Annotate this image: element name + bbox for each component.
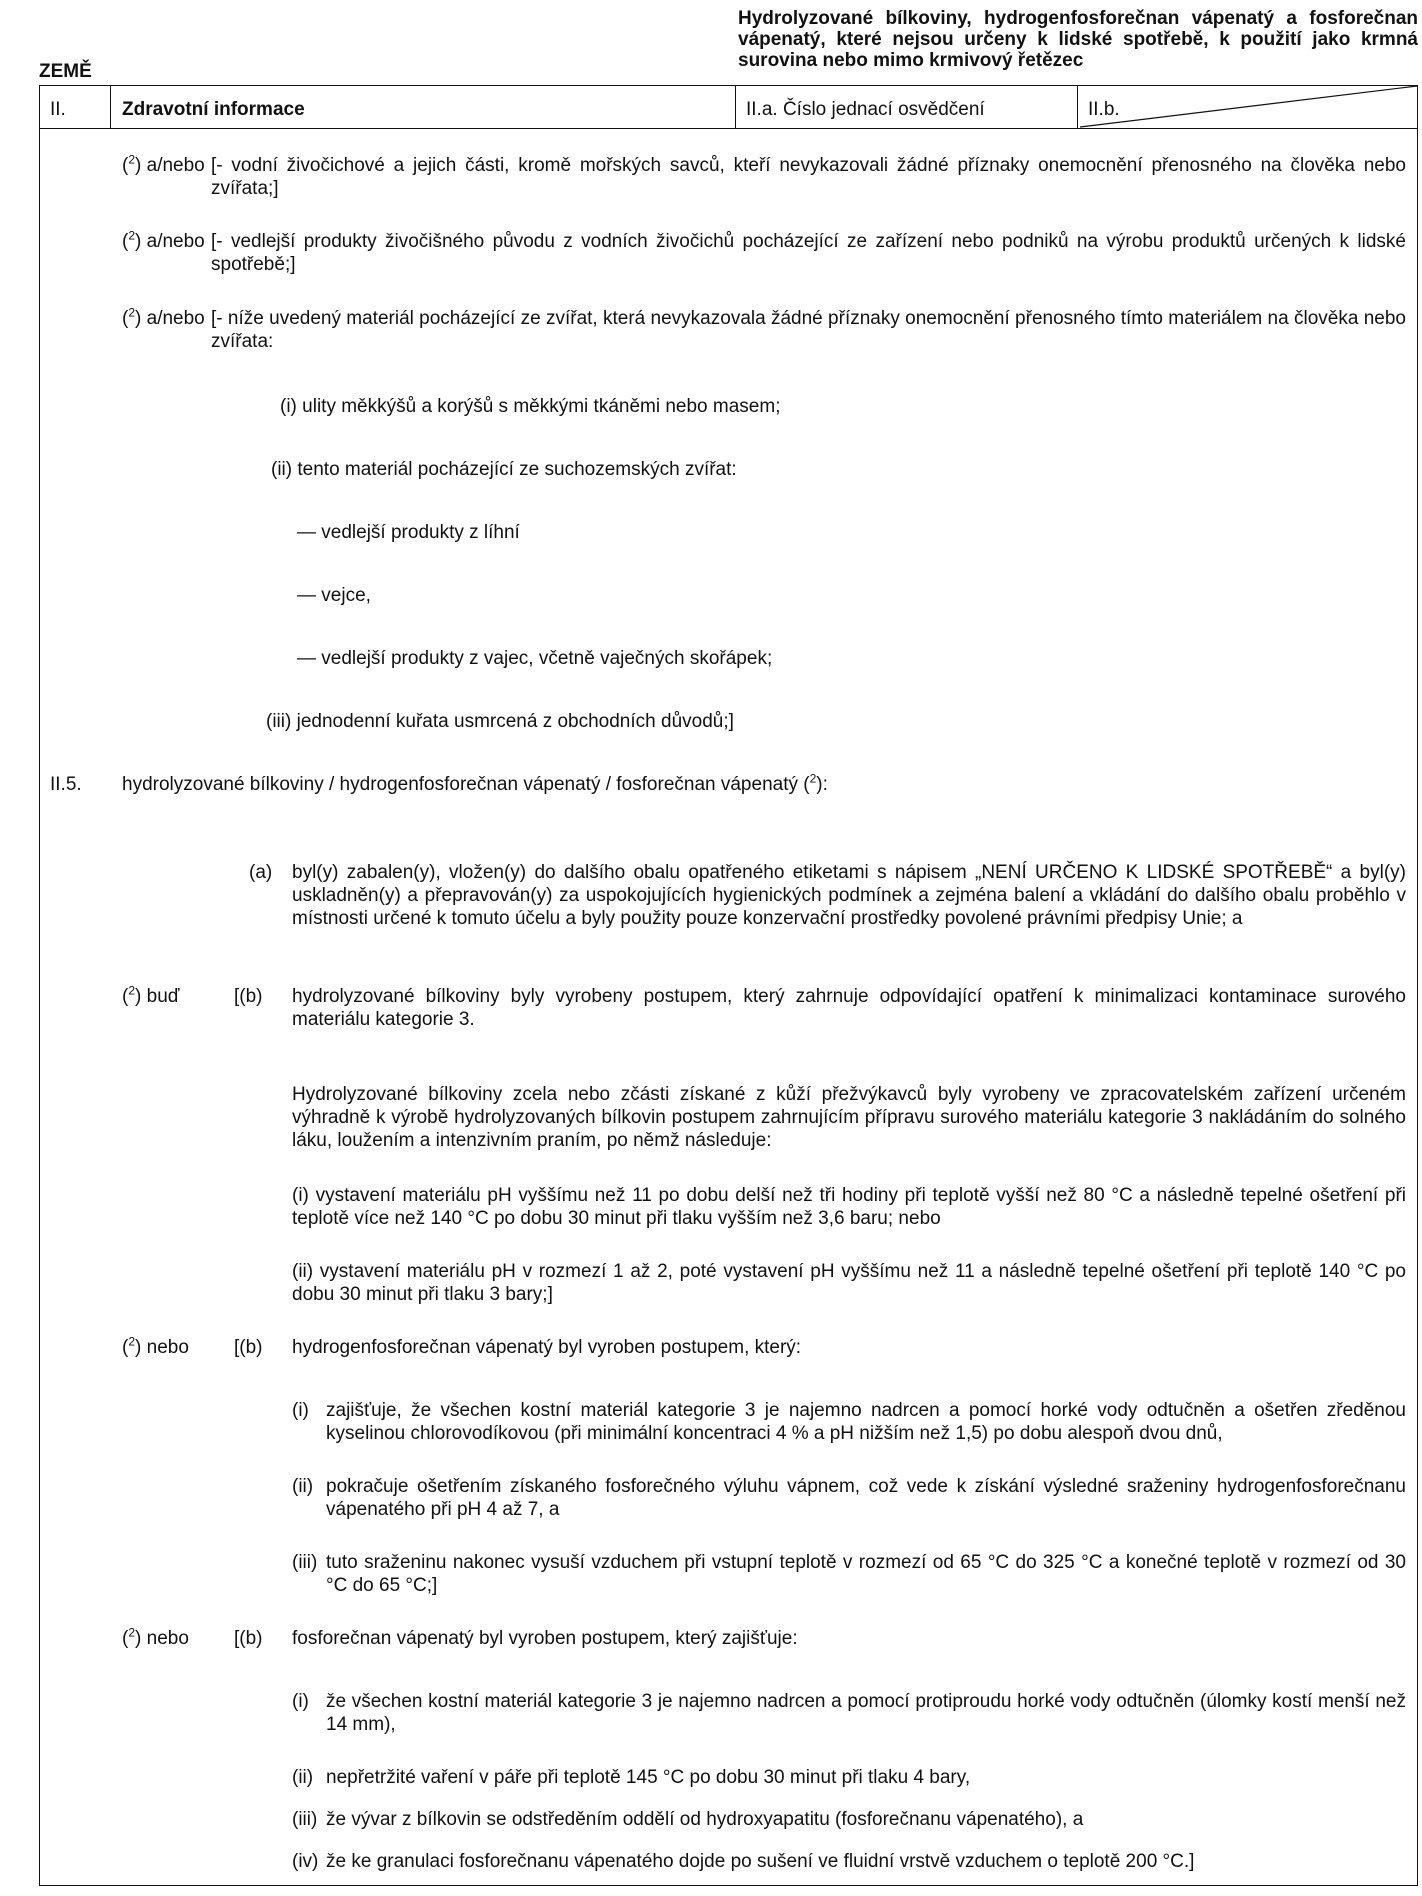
option-label: ($^2$) a/nebo [122, 305, 205, 329]
diagonal-strike [1080, 86, 1418, 128]
list-marker: (i) [292, 1400, 309, 1421]
item-text: hydrolyzované bílkoviny byly vyrobeny postupem, který zahrnuje odpovídající opatření k minimalizaci kontaminace surového materiálu kategorie 3. [292, 986, 1406, 1030]
list-marker: (iv) [292, 1851, 319, 1872]
subsection-title: hydrolyzované bílkoviny / hydrogenfosforečnan vápenatý / fosforečnan vápenatý ($^2$): [122, 771, 828, 795]
item-marker: [(b) [234, 986, 263, 1007]
list-marker: (iii) [292, 1552, 318, 1573]
list-item: pokračuje ošetřením získaného fosforečného výluhu vápnem, což vede k získání výsledné sraženiny hydrogenfosforečnanu vápenatého při pH 4 až 7, a [326, 1476, 1406, 1520]
item-marker: [(b) [234, 1337, 263, 1358]
list-item: že všechen kostní materiál kategorie 3 je najemno nadrcen a pomocí protiproudu horké vody odtučněn (úlomky kostí menší než 14 mm), [326, 1691, 1406, 1735]
list-item: (ii) tento materiál pocházející ze suchozemských zvířat: [271, 459, 737, 480]
list-marker: (ii) [292, 1767, 314, 1788]
list-marker: (i) [292, 1691, 309, 1712]
list-item: (ii) vystavení materiálu pH v rozmezí 1 až 2, poté vystavení pH vyššímu než 11 a následně tepelné ošetření při teplotě 140 °C po dobu 30 minut při tlaku 3 bary;] [292, 1261, 1406, 1305]
list-item: (i) ulity měkkýšů a korýšů s měkkými tkáněmi nebo masem; [280, 396, 781, 417]
header-col-divider-2 [735, 85, 736, 128]
list-marker: (ii) [292, 1476, 314, 1497]
reference-b-label: II.b. [1088, 99, 1120, 120]
section-title: Zdravotní informace [122, 99, 305, 120]
header-row-divider [39, 128, 1418, 129]
list-item: nepřetržité vaření v páře při teplotě 145 °C po dobu 30 minut při tlaku 4 bary, [326, 1767, 971, 1788]
section-number: II. [50, 99, 66, 120]
option-label: ($^2$) buď [122, 983, 180, 1007]
item-text: byl(y) zabalen(y), vložen(y) do dalšího obalu opatřeného etiketami s nápisem „NENÍ URČENO K LIDSKÉ SPOTŘEBĚ“ a byl(y) uskladněn(y) a přepravován(y) za uspokojujících hygienických podmínek a zejména balení a vkládání do dalšího obalu proběhlo v místnosti určené k tomuto účelu a byly použity pouze konzervační prostředky povolené právními předpisy Unie; a [292, 862, 1406, 929]
item-paragraph: Hydrolyzované bílkoviny zcela nebo zčásti získané z kůží přežvýkavců byly vyrobeny ve zpracovatelském zařízení určeném výhradně k výrobě hydrolyzovaných bílkovin postupem zahrnujícím přípravu surového materiálu kategorie 3 nakládáním do solného láku, loužením a intenzivním praním, po němž následuje: [292, 1084, 1406, 1151]
option-label: ($^2$) nebo [122, 1334, 189, 1358]
item-text: hydrogenfosforečnan vápenatý byl vyroben postupem, který: [292, 1337, 802, 1358]
option-label: ($^2$) a/nebo [122, 228, 205, 252]
item-marker: (a) [249, 862, 273, 883]
list-item: zajišťuje, že všechen kostní materiál kategorie 3 je najemno nadrcen a pomocí horké vody odtučněn a ošetřen zředěnou kyselinou chlorovodíkovou (při minimální koncentraci 4 % a pH nižším než 1,5) po dobu alespoň dvou dnů, [326, 1400, 1406, 1444]
list-item: (i) vystavení materiálu pH vyššímu než 11 po dobu delší než tři hodiny při teplotě vyšší než 80 °C a následně tepelné ošetření při teplotě více než 140 °C po dobu 30 minut při tlaku vyšším než 3,6 baru; nebo [292, 1185, 1406, 1229]
document-title: Hydrolyzované bílkoviny, hydrogenfosforečnan vápenatý a fosforečnan vápenatý, které nejsou určeny k lidské spotřebě, k použití jako krmná surovina nebo mimo krmivový řetězec [738, 8, 1418, 71]
list-item: že ke granulaci fosforečnanu vápenatého dojde po sušení ve fluidní vrstvě vzduchem o teplotě 200 °C.] [326, 1851, 1195, 1872]
item-marker: [(b) [234, 1628, 263, 1649]
list-item: — vedlejší produkty z líhní [297, 522, 520, 543]
option-label: ($^2$) nebo [122, 1625, 189, 1649]
item-text: fosforečnan vápenatý byl vyroben postupem, který zajišťuje: [292, 1628, 798, 1649]
option-label: ($^2$) a/nebo [122, 152, 205, 176]
list-marker: (iii) [292, 1809, 318, 1830]
list-item: — vedlejší produkty z vajec, včetně vaječných skořápek; [297, 648, 773, 669]
country-label: ZEMĚ [39, 61, 92, 82]
list-item: tuto sraženinu nakonec vysuší vzduchem při vstupní teplotě v rozmezí od 65 °C do 325 °C a konečné teplotě v rozmezí od 30 °C do 65 °C;] [326, 1552, 1406, 1596]
header-col-divider-3 [1077, 85, 1078, 128]
certificate-reference-label: II.a. Číslo jednací osvědčení [746, 99, 985, 120]
list-item: (iii) jednodenní kuřata usmrcená z obchodních důvodů;] [266, 711, 734, 732]
header-col-divider-1 [110, 85, 111, 128]
option-text: [- vedlejší produkty živočišného původu z vodních živočichů pocházející ze zařízení nebo podniků na výrobu produktů určených k lidské spotřebě;] [211, 231, 1406, 275]
option-text: [- vodní živočichové a jejich části, kromě mořských savců, kteří nevykazovali žádné příznaky onemocnění přenosného na člověka nebo zvířata;] [211, 155, 1406, 199]
subsection-number: II.5. [50, 774, 82, 795]
list-item: že vývar z bílkovin se odstředěním oddělí od hydroxyapatitu (fosforečnanu vápenatého), a [326, 1809, 1084, 1830]
option-text: [- níže uvedený materiál pocházející ze zvířat, která nevykazovala žádné příznaky onemocnění přenosného tímto materiálem na člověka nebo zvířata: [211, 308, 1406, 352]
list-item: — vejce, [297, 585, 371, 606]
